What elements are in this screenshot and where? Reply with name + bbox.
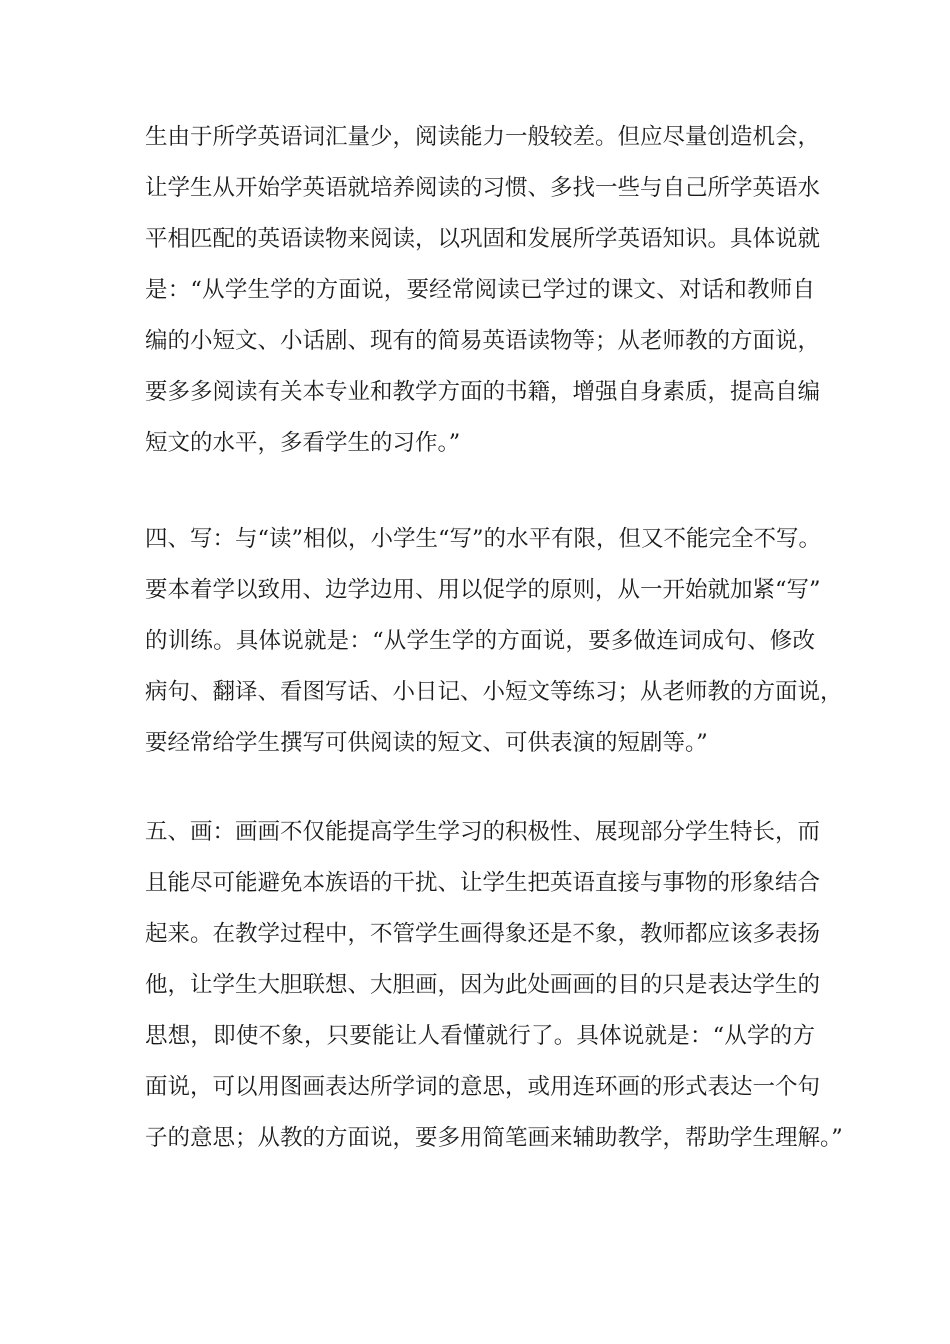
text-line: 面说，可以用图画表达所学词的意思，或用连环画的形式表达一个句 bbox=[145, 1074, 821, 1100]
text-line: 的训练。具体说就是：“从学生学的方面说，要多做连词成句、修改 bbox=[145, 628, 815, 654]
text-line: 生由于所学英语词汇量少，阅读能力一般较差。但应尽量创造机会， bbox=[145, 124, 821, 150]
text-line: 起来。在教学过程中，不管学生画得象还是不象，教师都应该多表扬 bbox=[145, 921, 821, 947]
text-line: 子的意思；从教的方面说，要多用简笔画来辅助教学，帮助学生理解。” bbox=[145, 1125, 843, 1151]
text-line: 要经常给学生撰写可供阅读的短文、可供表演的短剧等。” bbox=[145, 730, 708, 756]
text-line: 要本着学以致用、边学边用、用以促学的原则，从一开始就加紧“写” bbox=[145, 577, 821, 603]
text-line: 五、画：画画不仅能提高学生学习的积极性、展现部分学生特长，而 bbox=[145, 819, 821, 845]
text-line: 四、写：与“读”相似，小学生“写”的水平有限，但又不能完全不写。 bbox=[145, 526, 822, 552]
text-line: 要多多阅读有关本专业和教学方面的书籍，增强自身素质，提高自编 bbox=[145, 379, 821, 405]
text-line: 让学生从开始学英语就培养阅读的习惯、多找一些与自己所学英语水 bbox=[145, 175, 821, 201]
text-line: 编的小短文、小话剧、现有的简易英语读物等；从老师教的方面说， bbox=[145, 328, 821, 354]
text-line: 他，让学生大胆联想、大胆画，因为此处画画的目的只是表达学生的 bbox=[145, 972, 821, 998]
text-line: 思想，即使不象，只要能让人看懂就行了。具体说就是：“从学的方 bbox=[145, 1023, 815, 1049]
text-line: 病句、翻译、看图写话、小日记、小短文等练习；从老师教的方面说， bbox=[145, 679, 843, 705]
text-line: 且能尽可能避免本族语的干扰、让学生把英语直接与事物的形象结合 bbox=[145, 870, 821, 896]
text-line: 短文的水平，多看学生的习作。” bbox=[145, 430, 461, 456]
paragraph-reading-continued bbox=[145, 112, 821, 469]
paragraph-drawing bbox=[145, 807, 843, 1164]
paragraph-writing bbox=[145, 514, 843, 769]
text-line: 平相匹配的英语读物来阅读，以巩固和发展所学英语知识。具体说就 bbox=[145, 226, 821, 252]
text-line: 是：“从学生学的方面说，要经常阅读已学过的课文、对话和教师自 bbox=[145, 277, 815, 303]
